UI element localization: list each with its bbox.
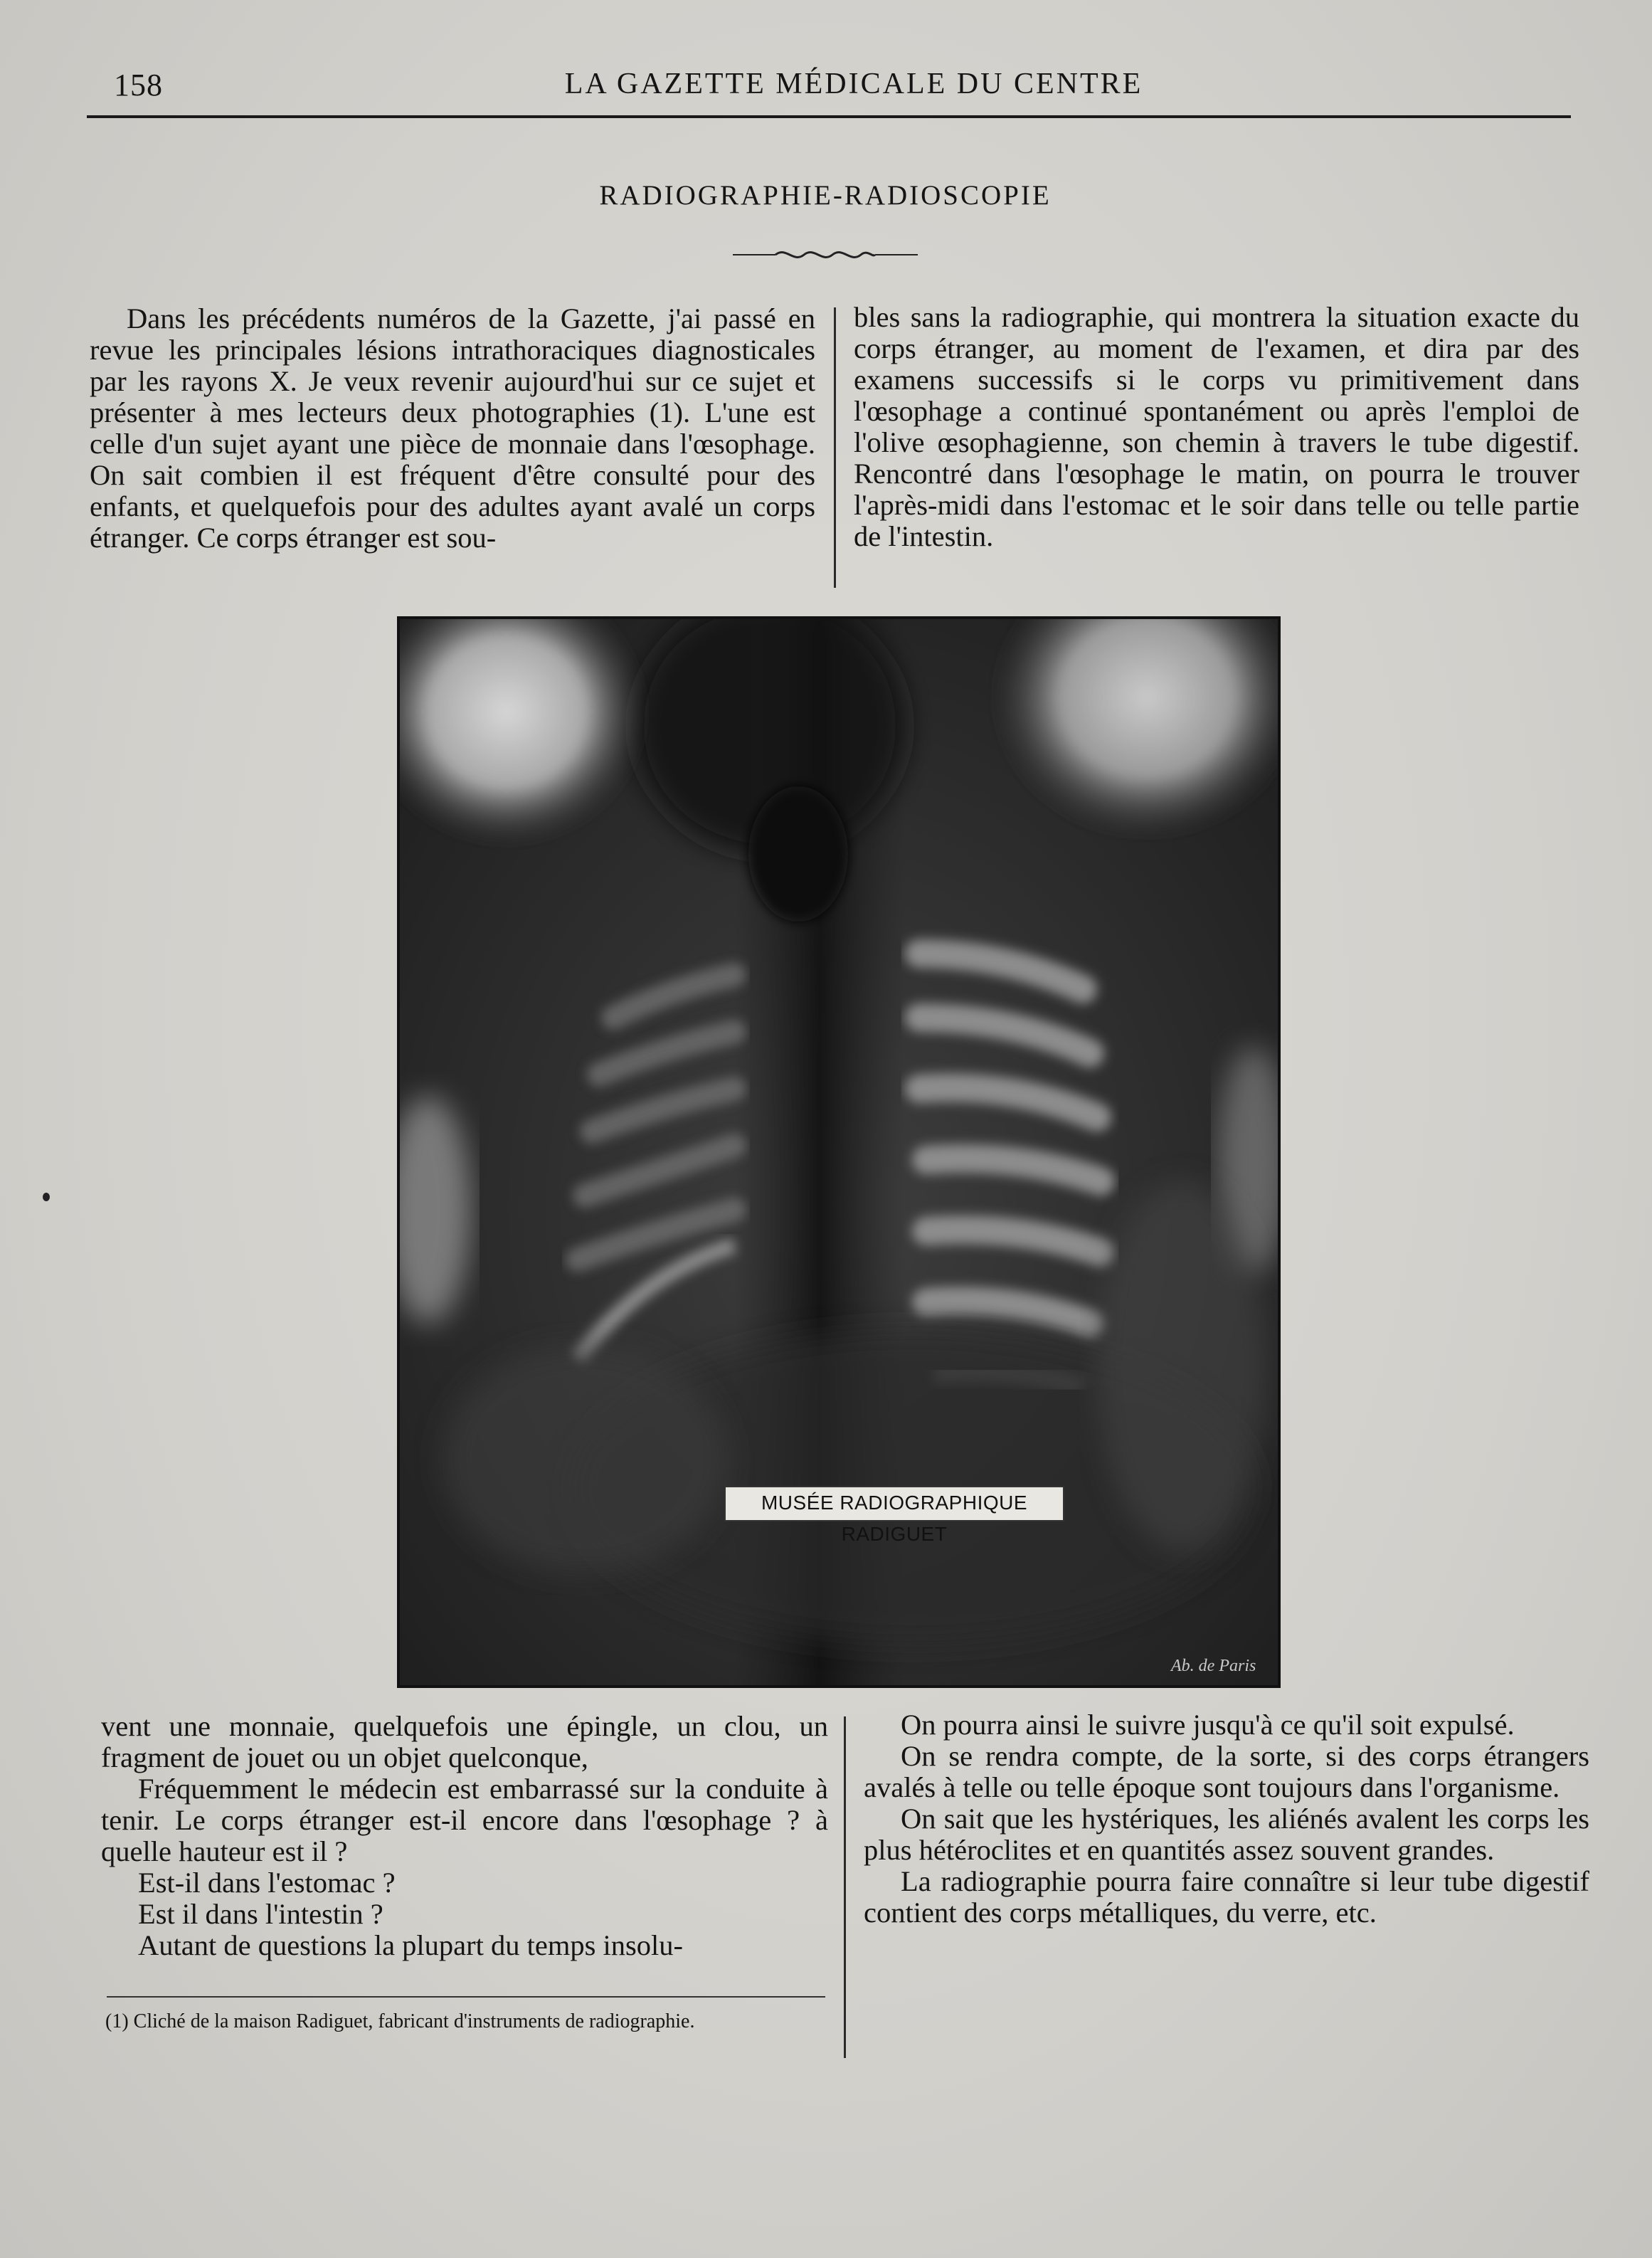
paragraph: Autant de questions la plupart du temps insolu- xyxy=(138,1929,684,1961)
page-number: 158 xyxy=(114,68,163,102)
paragraph: bles sans la radiographie, qui montrera la situation exacte du corps étranger, au moment de l'examen, et dira par des examens successifs si le corps vu primitivement dans l'œsophage a continué spontanément ou après l'emploi de l'olive œsophagienne, son chemin à travers le tube digestif. Rencontré dans l'œsophage le matin, on pourra le trouver l'après-midi dans l'estomac et le soir dans telle ou telle partie de l'intestin. xyxy=(854,301,1579,552)
figure-label: MUSÉE RADIOGRAPHIQUE RADIGUET xyxy=(724,1486,1064,1521)
footnote: (1) Cliché de la maison Radiguet, fabricant d'instruments de radiographie. xyxy=(105,2010,695,2032)
title-ornament xyxy=(733,243,918,265)
paragraph: Est-il dans l'estomac ? xyxy=(138,1867,396,1899)
journal-title: LA GAZETTE MÉDICALE DU CENTRE xyxy=(564,68,1143,100)
paragraph: On sait que les hystériques, les aliénés avalent les corps les plus hétéroclites et en quantités assez souvent grandes. xyxy=(864,1803,1589,1866)
column-2-top xyxy=(854,302,1579,552)
footnote-rule xyxy=(107,1996,825,1998)
column-2-bottom xyxy=(864,1709,1589,1929)
paragraph: Est il dans l'intestin ? xyxy=(138,1898,383,1930)
ink-speck xyxy=(43,1193,50,1201)
column-rule-bottom xyxy=(844,1716,846,2058)
paragraph: La radiographie pourra faire connaître si leur tube digestif contient des corps métalliques, du verre, etc. xyxy=(864,1865,1589,1929)
chest-xray-image xyxy=(400,619,1278,1685)
column-1-top xyxy=(90,303,815,554)
column-1-bottom xyxy=(101,1711,828,1961)
engraver-signature: Ab. de Paris xyxy=(1171,1657,1256,1675)
radiograph-figure xyxy=(397,616,1281,1688)
paragraph: On se rendra compte, de la sorte, si des corps étrangers avalés à telle ou telle époque sont toujours dans l'organisme. xyxy=(864,1740,1589,1803)
paragraph: Dans les précédents numéros de la Gazette, j'ai passé en revue les principales lésions intrathoraciques diagnosticales par les rayons X. Je veux revenir aujourd'hui sur ce sujet et présenter à mes lecteurs deux photographies (1). L'une est celle d'un sujet ayant une pièce de monnaie dans l'œsophage. On sait combien il est fréquent d'être consulté pour des enfants, et quelquefois pour des adultes ayant avalé un corps étranger. Ce corps étranger est sou- xyxy=(90,302,815,554)
paragraph: vent une monnaie, quelquefois une épingle, un clou, un fragment de jouet ou un objet quelconque, xyxy=(101,1710,828,1773)
header-rule xyxy=(87,115,1571,118)
paragraph: Fréquemment le médecin est embarrassé sur la conduite à tenir. Le corps étranger est-il encore dans l'œsophage ? à quelle hauteur est il ? xyxy=(101,1773,828,1867)
section-title: RADIOGRAPHIE-RADIOSCOPIE xyxy=(599,180,1052,211)
paragraph: On pourra ainsi le suivre jusqu'à ce qu'il soit expulsé. xyxy=(901,1709,1515,1741)
column-rule-top xyxy=(834,307,836,588)
